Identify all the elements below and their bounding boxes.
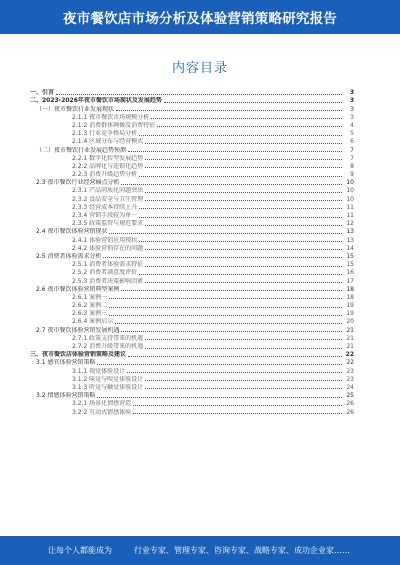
- dot-leader: [145, 225, 342, 226]
- toc-page-number: 5: [350, 130, 354, 138]
- dot-leader: [145, 167, 342, 168]
- toc-page-number: 22: [345, 351, 354, 359]
- toc-entry-text: 2.5 消费者体验需求分析: [36, 252, 102, 260]
- toc-entry[interactable]: [30, 96, 354, 104]
- toc-page-number: 22: [346, 359, 354, 367]
- toc-page-number: 3: [350, 113, 354, 121]
- footer-banner: [0, 536, 400, 565]
- toc-page-number: 11: [346, 203, 354, 211]
- toc-entry-text: 2.5.3 消费者决策影响因素: [72, 277, 144, 285]
- toc-entry[interactable]: [30, 252, 354, 260]
- toc-entry-text: 一、引言: [30, 89, 55, 97]
- toc-entry-text: 三、夜市餐饮店体验营销策略及建议: [30, 351, 127, 359]
- toc-entry[interactable]: [30, 268, 354, 276]
- dot-leader: [145, 339, 342, 340]
- dot-leader: [145, 282, 342, 283]
- toc-entry-text: 2.6.4 案例启示: [72, 318, 114, 326]
- toc-entry[interactable]: [30, 383, 354, 391]
- toc-page-number: 15: [346, 252, 354, 260]
- dot-leader: [139, 274, 342, 275]
- dot-leader: [128, 151, 342, 152]
- toc-entry-text: （一）夜市餐饮行业发展现状: [36, 105, 115, 113]
- toc-entry[interactable]: [30, 235, 354, 243]
- dot-leader: [103, 257, 342, 258]
- toc-entry-text: 2.2.2 品牌化与连锁化趋势: [72, 162, 144, 170]
- toc-entry[interactable]: [30, 178, 354, 186]
- toc-page-number: 11: [346, 212, 354, 219]
- toc-entry[interactable]: [30, 88, 354, 96]
- toc-page-number: 21: [346, 343, 354, 350]
- toc-entry[interactable]: [30, 293, 354, 301]
- toc-page-number: 15: [346, 261, 354, 269]
- toc-page-number: 3: [350, 105, 354, 113]
- toc-entry[interactable]: [30, 121, 354, 129]
- toc-entry[interactable]: [30, 309, 354, 317]
- toc-entry-text: 2.6.1 案例一: [72, 293, 108, 301]
- document-title: 夜市餐饮店市场分析及体验营销策略研究报告: [63, 11, 337, 27]
- toc-entry[interactable]: [30, 211, 354, 219]
- dot-leader: [109, 315, 342, 316]
- dot-leader: [115, 323, 342, 324]
- toc-page-number: 3: [349, 97, 354, 105]
- toc-entry-text: 二、2023-2026年夜市餐饮市场现状及发展趋势: [30, 97, 162, 105]
- toc-entry-text: 3.1.1 视觉体验设计: [72, 367, 126, 375]
- dot-leader: [145, 388, 342, 389]
- toc-entry-text: 2.6.2 案例二: [72, 302, 108, 310]
- dot-leader: [116, 110, 342, 111]
- dot-leader: [133, 413, 342, 414]
- toc-entry-text: 3.2.1 场景化情感营造: [72, 400, 132, 408]
- dot-leader: [139, 176, 342, 177]
- toc-page-number: 13: [346, 228, 354, 236]
- dot-leader: [97, 364, 342, 365]
- toc-entry-text: 2.7.2 消费升级带来的机遇: [72, 343, 144, 350]
- toc-entry[interactable]: [30, 285, 354, 293]
- toc-entry-text: 2.5.1 消费者体验需求特征: [72, 261, 144, 269]
- dot-leader: [133, 405, 342, 406]
- toc-page-number: 23: [346, 375, 354, 383]
- toc-page-number: 21: [346, 334, 354, 342]
- toc-entry[interactable]: [30, 129, 354, 137]
- toc-entry[interactable]: [30, 391, 354, 399]
- toc-entry[interactable]: [30, 203, 354, 211]
- toc-page-number: 7: [350, 154, 354, 162]
- toc-entry[interactable]: [30, 162, 354, 170]
- toc-page-number: 19: [346, 302, 354, 310]
- dot-leader: [56, 94, 342, 95]
- toc-entry-text: 2.6 夜市餐饮体验营销典型案例: [36, 285, 120, 293]
- dot-leader: [109, 307, 342, 308]
- toc-entry[interactable]: [30, 227, 354, 235]
- toc-entry-text: 2.5.2 消费者满意度评价: [72, 269, 138, 277]
- toc-entry-text: 2.7.1 政策支持带来的机遇: [72, 334, 144, 342]
- dot-leader: [145, 192, 342, 193]
- toc-entry-text: 2.2.3 消费升级趋势分析: [72, 171, 138, 179]
- dot-leader: [139, 135, 342, 136]
- toc-entry-text: 2.3.4 营销手段较为单一: [72, 212, 138, 219]
- toc-page-number: 4: [350, 121, 354, 129]
- toc-entry[interactable]: [30, 186, 354, 194]
- toc-entry[interactable]: [30, 244, 354, 252]
- toc-entry[interactable]: [30, 358, 354, 366]
- toc-entry-text: 3.2 情感体验营销策略: [36, 392, 96, 400]
- toc-entry-text: 3.1.2 味觉与嗅觉体验设计: [72, 375, 144, 383]
- toc-entry-text: 2.3.1 产品同质化问题突出: [72, 187, 144, 195]
- header-banner: [0, 0, 400, 34]
- dot-leader: [145, 380, 342, 381]
- dot-leader: [109, 233, 342, 234]
- toc-entry[interactable]: [30, 194, 354, 202]
- toc-page-number: 10: [346, 195, 354, 203]
- toc-page-number: 16: [346, 269, 354, 277]
- toc-entry[interactable]: [30, 342, 354, 350]
- dot-leader: [145, 348, 342, 349]
- toc-entry-text: 2.1.4 区域分布与经营模式: [72, 138, 144, 146]
- toc-heading: 内容目录: [171, 61, 228, 76]
- toc-page-number: 21: [346, 326, 354, 334]
- toc-page-number: 14: [346, 244, 354, 252]
- toc-entry-text: 2.2.1 数字化转型发展趋势: [72, 154, 144, 162]
- toc-entry-text: 2.4.2 体验营销存在的问题: [72, 244, 144, 252]
- toc-entry-text: 2.1.2 消费群体画像及消费特征: [72, 121, 156, 129]
- toc-entry[interactable]: [30, 334, 354, 342]
- toc-page-number: 10: [346, 187, 354, 195]
- toc-entry-text: 2.4 夜市餐饮体验营销现状: [36, 228, 108, 236]
- toc-page-number: 25: [346, 392, 354, 400]
- toc-entry[interactable]: [30, 113, 354, 121]
- toc-entry-text: （二）夜市餐饮行业发展趋势预测: [36, 146, 127, 154]
- toc-entry[interactable]: [30, 375, 354, 383]
- toc-entry[interactable]: [30, 104, 354, 112]
- toc-page-number: 3: [349, 89, 354, 97]
- dot-leader: [121, 184, 342, 185]
- toc-page-number: 26: [346, 400, 354, 408]
- dot-leader: [127, 372, 342, 373]
- toc-page-number: 18: [346, 293, 354, 301]
- toc-entry[interactable]: [30, 276, 354, 284]
- dot-leader: [121, 331, 342, 332]
- dot-leader: [151, 118, 342, 119]
- toc-entry-text: 3.1 感官体验营销策略: [36, 359, 96, 367]
- toc-entry-text: 2.6.3 案例三: [72, 310, 108, 318]
- toc-entry[interactable]: [30, 145, 354, 153]
- toc-page-number: 19: [346, 310, 354, 318]
- toc-page-number: 6: [350, 138, 354, 146]
- toc-entry[interactable]: [30, 170, 354, 178]
- dot-leader: [139, 217, 342, 218]
- toc-entry-text: 3.2.2 互动式情感体验: [72, 408, 132, 416]
- toc-entry-text: 3.1.3 听觉与触觉体验设计: [72, 383, 144, 391]
- toc-page-number: 7: [350, 146, 354, 154]
- toc-entry-text: 2.3 夜市餐饮行业经营痛点分析: [36, 179, 120, 187]
- toc-entry[interactable]: [30, 137, 354, 145]
- toc-entry[interactable]: [30, 350, 354, 358]
- table-of-contents: [30, 88, 354, 416]
- toc-page-number: 17: [346, 277, 354, 285]
- toc-page-number: 9: [350, 171, 354, 179]
- toc-entry[interactable]: [30, 219, 354, 227]
- toc-entry[interactable]: [30, 317, 354, 325]
- dot-leader: [139, 241, 342, 242]
- toc-entry-text: 2.3.5 政策监管与规范要求: [72, 220, 144, 228]
- toc-entry[interactable]: [30, 399, 354, 407]
- footer-slogan: 让每个人都能成为: [48, 546, 112, 555]
- toc-page-number: 13: [346, 236, 354, 244]
- toc-page-number: 20: [346, 318, 354, 326]
- toc-entry-text: 2.1.1 夜市餐饮市场规模分析: [72, 113, 150, 121]
- dot-leader: [145, 159, 342, 160]
- dot-leader: [145, 143, 342, 144]
- toc-entry[interactable]: [30, 154, 354, 162]
- toc-entry-text: 2.1.3 行业竞争格局分析: [72, 130, 138, 138]
- toc-page-number: 10: [346, 179, 354, 187]
- toc-entry-text: 2.3.3 经营成本持续上升: [72, 203, 138, 211]
- dot-leader: [145, 266, 342, 267]
- toc-entry[interactable]: [30, 325, 354, 333]
- toc-page-number: 24: [346, 383, 354, 391]
- dot-leader: [97, 397, 342, 398]
- toc-entry[interactable]: [30, 366, 354, 374]
- toc-page-number: 8: [350, 162, 354, 170]
- footer-roles: 行业专家、管理专家、咨询专家、战略专家、成功企业家……: [134, 546, 350, 555]
- dot-leader: [145, 249, 342, 250]
- toc-entry-text: 2.7 夜市餐饮体验营销发展机遇: [36, 326, 120, 334]
- toc-entry[interactable]: [30, 260, 354, 268]
- toc-page-number: 26: [346, 408, 354, 416]
- toc-entry-text: 2.4.1 体验营销应用现状: [72, 236, 138, 244]
- dot-leader: [164, 102, 342, 103]
- dot-leader: [121, 290, 342, 291]
- toc-page-number: 18: [346, 285, 354, 293]
- dot-leader: [139, 208, 342, 209]
- toc-entry-text: 2.3.2 食品安全与卫生管理: [72, 195, 144, 203]
- toc-entry[interactable]: [30, 301, 354, 309]
- toc-page-number: 23: [346, 367, 354, 375]
- toc-entry[interactable]: [30, 407, 354, 415]
- toc-page-number: 12: [346, 220, 354, 228]
- dot-leader: [157, 126, 342, 127]
- dot-leader: [109, 298, 342, 299]
- dot-leader: [128, 356, 342, 357]
- dot-leader: [145, 200, 342, 201]
